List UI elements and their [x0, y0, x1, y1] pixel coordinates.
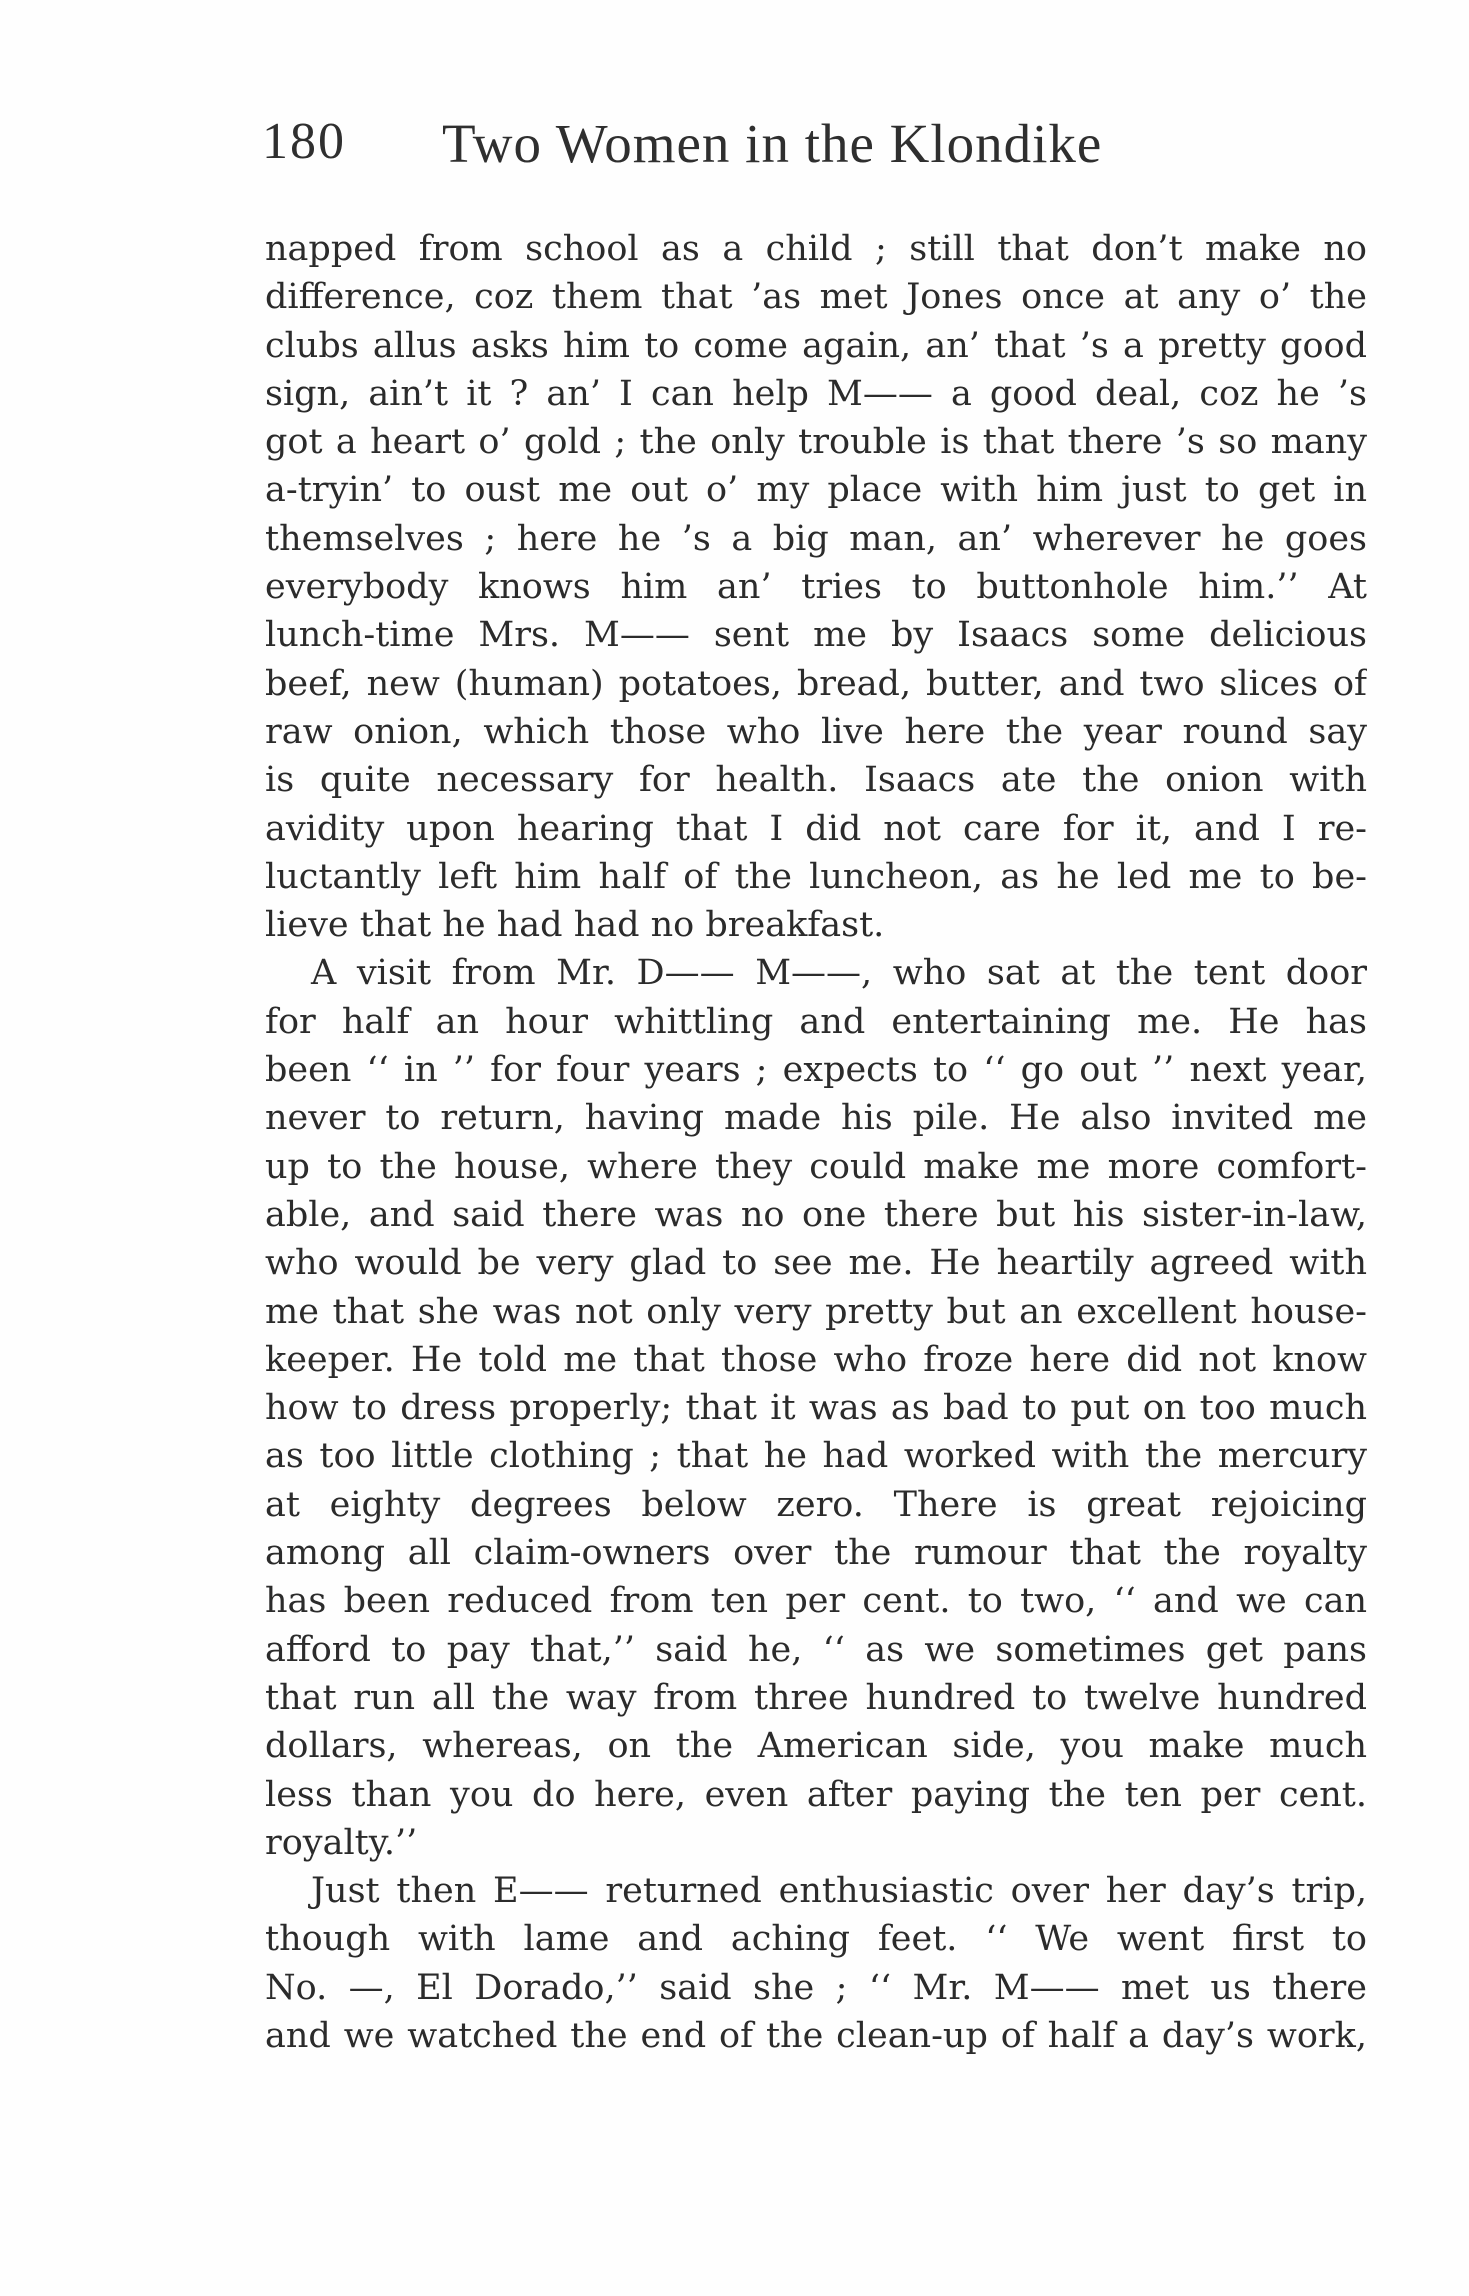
text-line: though with lame and aching feet. ‘‘ We went first to: [265, 1919, 1367, 1960]
text-line: among all claim-owners over the rumour that the royalty: [265, 1533, 1367, 1574]
text-line: that run all the way from three hundred to twelve hundred: [265, 1677, 1367, 1718]
text-line: beef, new (human) potatoes, bread, butter, and two slices of: [265, 663, 1367, 704]
text-line: never to return, having made his pile. He also invited me: [265, 1098, 1367, 1139]
text-line: royalty.’’: [265, 1822, 418, 1863]
text-line: avidity upon hearing that I did not care for it, and I re-: [265, 808, 1367, 849]
text-line: napped from school as a child ; still that don’t make no: [265, 229, 1367, 269]
text-line: up to the house, where they could make me more comfort-: [265, 1146, 1367, 1187]
body-text: [265, 225, 1367, 2060]
text-line: keeper. He told me that those who froze here did not know: [265, 1339, 1367, 1380]
paragraph-start-line: A visit from Mr. D—— M——, who sat at the tent door: [311, 953, 1367, 994]
text-line: as too little clothing ; that he had worked with the mercury: [265, 1436, 1367, 1477]
text-line: been ‘‘ in ’’ for four years ; expects to ‘‘ go out ’’ next year,: [265, 1050, 1367, 1091]
text-line: dollars, whereas, on the American side, you make much: [265, 1726, 1367, 1767]
text-line: has been reduced from ten per cent. to two, ‘‘ and we can: [265, 1581, 1367, 1622]
text-line: difference, coz them that ’as met Jones once at any o’ the: [265, 277, 1367, 318]
text-line: clubs allus asks him to come again, an’ that ’s a pretty good: [265, 325, 1367, 366]
text-line: for half an hour whittling and entertaining me. He has: [265, 1001, 1367, 1042]
text-line: No. —, El Dorado,’’ said she ; ‘‘ Mr. M—— met us there: [265, 1967, 1367, 2008]
text-line: is quite necessary for health. Isaacs ate the onion with: [265, 760, 1367, 801]
text-line: raw onion, which those who live here the year round say: [265, 711, 1367, 752]
paragraph-start-line: Just then E—— returned enthusiastic over her day’s trip,: [311, 1871, 1367, 1912]
text-line: a-tryin’ to oust me out o’ my place with him just to get in: [265, 470, 1367, 511]
text-line: got a heart o’ gold ; the only trouble is that there ’s so many: [265, 422, 1367, 463]
text-line: and we watched the end of the clean-up of half a day’s work,: [265, 2015, 1367, 2056]
page-number: 180: [262, 113, 346, 170]
text-line: able, and said there was no one there but his sister-in-law,: [265, 1194, 1367, 1235]
text-line: less than you do here, even after paying the ten per cent.: [265, 1774, 1367, 1815]
text-line: everybody knows him an’ tries to buttonhole him.’’ At: [265, 567, 1367, 608]
text-line: who would be very glad to see me. He heartily agreed with: [265, 1243, 1367, 1284]
running-head: [262, 112, 1262, 182]
text-line: afford to pay that,’’ said he, ‘‘ as we sometimes get pans: [265, 1629, 1367, 1670]
text-line: me that she was not only very pretty but an excellent house-: [265, 1291, 1367, 1332]
text-line: lunch-time Mrs. M—— sent me by Isaacs some delicious: [265, 615, 1367, 656]
text-line: luctantly left him half of the luncheon, as he led me to be-: [265, 856, 1367, 897]
text-line: at eighty degrees below zero. There is great rejoicing: [265, 1484, 1367, 1525]
text-line: how to dress properly; that it was as bad to put on too much: [265, 1388, 1367, 1429]
text-line: themselves ; here he ’s a big man, an’ wherever he goes: [265, 518, 1367, 559]
text-line: sign, ain’t it ? an’ I can help M—— a good deal, coz he ’s: [265, 373, 1367, 414]
text-line: lieve that he had had no breakfast.: [265, 905, 885, 946]
book-title: Two Women in the Klondike: [442, 113, 1103, 174]
